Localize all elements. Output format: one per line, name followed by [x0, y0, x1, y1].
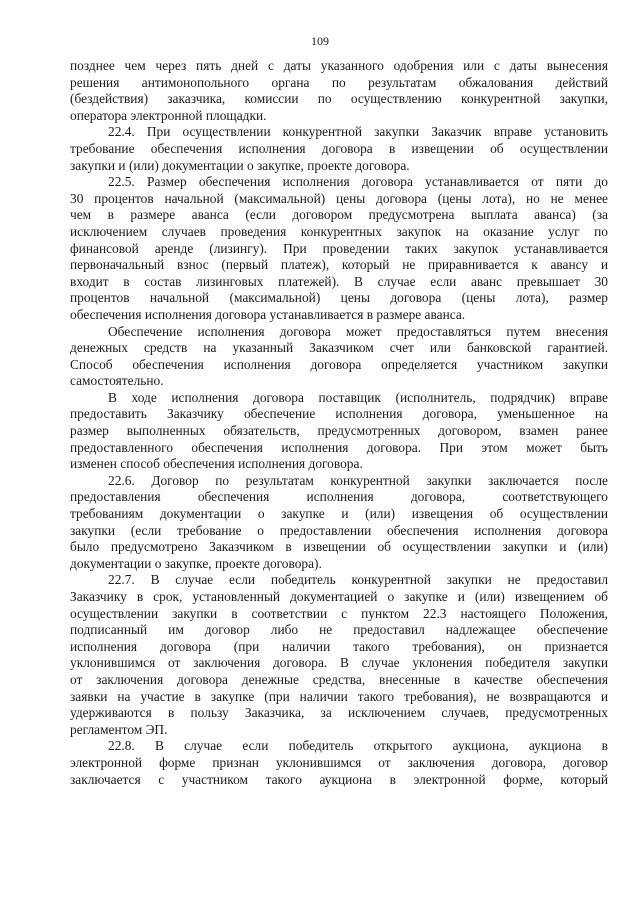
- text-line: исполнения договора (при наличии такого требования), он признается: [70, 638, 608, 654]
- text-line: финансовой аренде (лизингу). При проведении таких закупок устанавливается: [70, 240, 608, 256]
- text-line: предоставленного обеспечения исполнения договора. При этом может быть: [70, 439, 608, 455]
- text-line: регламентом ЭП.: [70, 721, 168, 737]
- text-line: от заключения договора денежные средства, внесенные в качестве обеспечения: [70, 671, 608, 687]
- text-line: электронной форме признан уклонившимся от заключения договора, договор: [70, 754, 608, 770]
- text-line: закупки (если требование о предоставлении обеспечения исполнения договора: [70, 522, 608, 538]
- text-line: Заказчику в срок, установленный документацией о закупке и (или) извещением об: [70, 589, 608, 604]
- text-line: размер выполненных обязательств, предусмотренных договором, взамен ранее: [70, 423, 608, 439]
- text-line: изменен способ обеспечения исполнения договора.: [70, 456, 363, 472]
- text-line: предоставить Заказчику обеспечение исполнения договора, уменьшенное на: [70, 406, 608, 422]
- document-body: [70, 58, 608, 788]
- text-line: 30 процентов начальной (максимальной) цены договора (цены лота), но не менее: [70, 190, 608, 206]
- text-line: требование обеспечения исполнения договора в извещении об осуществлении: [70, 140, 608, 156]
- text-line: позднее чем через пять дней с даты указанного одобрения или с даты вынесения: [70, 58, 608, 73]
- text-line: 22.7. В случае если победитель конкурентной закупки не предоставил: [108, 572, 608, 588]
- text-line: осуществлении закупки в соответствии с пунктом 22.3 настоящего Положения,: [70, 605, 608, 621]
- text-line: подписанный им договор либо не предоставил надлежащее обеспечение: [70, 622, 608, 638]
- text-line: процентов начальной (максимальной) цены договора (цены лота), размер: [70, 290, 608, 306]
- text-line: первоначальный взнос (первый платеж), который не приравнивается к авансу и: [70, 257, 608, 273]
- text-line: 22.8. В случае если победитель открытого аукциона, аукциона в: [108, 738, 608, 754]
- text-line: закупки и (или) документации о закупке, проекте договора.: [70, 157, 410, 173]
- text-line: 22.6. Договор по результатам конкурентной закупки заключается после: [108, 472, 608, 488]
- text-line: решения антимонопольного органа по результатам обжалования действий: [70, 74, 608, 90]
- text-line: В ходе исполнения договора поставщик (исполнитель, подрядчик) вправе: [108, 389, 608, 405]
- text-line: уклонившимся от заключения договора. В случае уклонения победителя закупки: [70, 655, 608, 671]
- text-line: денежных средств на указанный Заказчиком счет или банковской гарантией.: [70, 340, 608, 356]
- text-line: удерживаются в пользу Заказчика, за исключением случаев, предусмотренных: [70, 705, 608, 721]
- text-line: 22.4. При осуществлении конкурентной закупки Заказчик вправе установить: [108, 124, 608, 140]
- text-line: Обеспечение исполнения договора может предоставляться путем внесения: [108, 323, 608, 339]
- page-number: 109: [311, 34, 329, 48]
- text-line: исключением случаев проведения конкурентных закупок на оказание услуг по: [70, 223, 608, 239]
- text-line: самостоятельно.: [70, 373, 164, 389]
- text-line: Способ обеспечения исполнения договора определяется участником закупки: [70, 356, 608, 372]
- text-line: (бездействия) заказчика, комиссии по осуществлению конкурентной закупки,: [70, 91, 608, 107]
- text-line: оператора электронной площадки.: [70, 107, 267, 123]
- text-line: предоставления обеспечения исполнения договора, соответствующего: [70, 489, 608, 505]
- text-line: 22.5. Размер обеспечения исполнения договора устанавливается от пяти до: [108, 174, 608, 190]
- text-line: входит в состав лизинговых платежей). В случае если аванс превышает 30: [70, 273, 608, 289]
- text-line: требованиям документации о закупке и (или) извещения об осуществлении: [70, 506, 608, 522]
- text-line: было предусмотрено Заказчиком в извещении об осуществлении закупки и (или): [70, 539, 608, 555]
- text-line: документации о закупке, проекте договора).: [70, 555, 322, 571]
- text-line: заявки на участие в закупке (при наличии такого требования), не возвращаются и: [70, 688, 608, 704]
- text-line: заключается с участником такого аукциона в электронной форме, который: [70, 771, 608, 787]
- text-line: чем в размере аванса (если договором предусмотрена выплата аванса) (за: [70, 207, 608, 223]
- text-line: обеспечения исполнения договора устанавливается в размере аванса.: [70, 306, 466, 322]
